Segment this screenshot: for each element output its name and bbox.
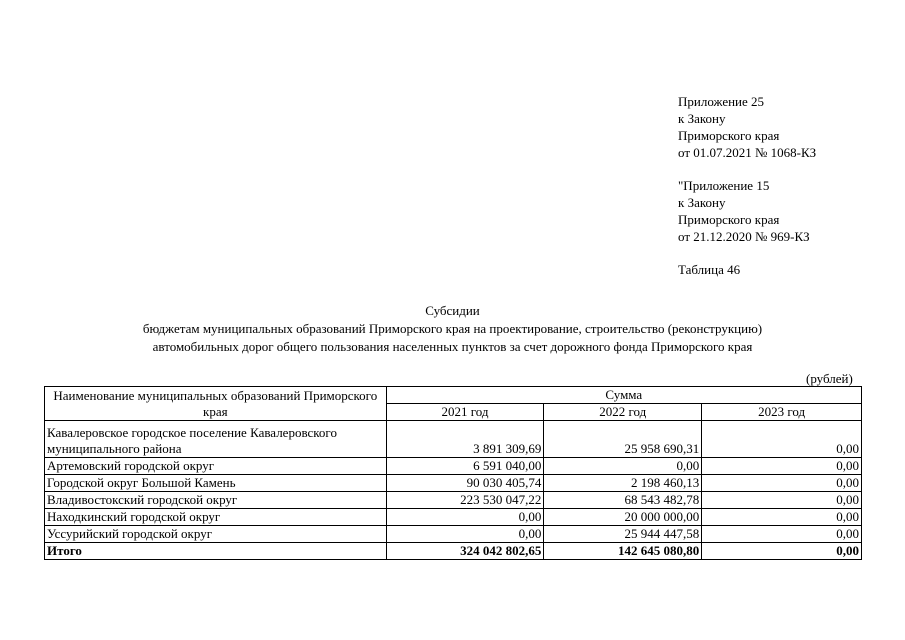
row-name: Владивостокский городской округ (45, 492, 387, 509)
total-value-2023: 0,00 (702, 543, 862, 560)
table-row (45, 475, 862, 492)
appendix-line: к Закону (678, 111, 726, 126)
header-year: 2022 год (544, 404, 702, 421)
table-number: Таблица 46 (678, 262, 741, 277)
table-total-row (45, 543, 862, 560)
row-value-2023: 0,00 (702, 458, 862, 475)
heading-line: автомобильных дорог общего пользования населенных пунктов за счет дорожного фонда Приморского края (152, 339, 753, 354)
appendix-reference (678, 93, 816, 278)
header-year: 2023 год (702, 404, 862, 421)
appendix-line: "Приложение 15 (678, 178, 770, 193)
header-year: 2021 год (386, 404, 544, 421)
unit-label: (рублей) (806, 371, 853, 386)
row-value-2022: 68 543 482,78 (544, 492, 702, 509)
appendix-line: Приморского края (678, 212, 780, 227)
row-value-2023: 0,00 (702, 492, 862, 509)
table-row (45, 421, 862, 458)
appendix-line: от 21.12.2020 № 969-КЗ (678, 229, 810, 244)
row-value-2022: 25 958 690,31 (544, 421, 702, 458)
row-value-2021: 0,00 (386, 509, 544, 526)
row-value-2021: 90 030 405,74 (386, 475, 544, 492)
row-value-2021: 223 530 047,22 (386, 492, 544, 509)
appendix-line: Приморского края (678, 128, 780, 143)
row-value-2023: 0,00 (702, 421, 862, 458)
row-value-2022: 20 000 000,00 (544, 509, 702, 526)
appendix-line: Приложение 25 (678, 94, 765, 109)
row-name: Находкинский городской округ (45, 509, 387, 526)
table-row (45, 492, 862, 509)
row-name: Кавалеровское городское поселение Кавалеровского муниципального района (45, 421, 387, 458)
total-label: Итого (45, 543, 387, 560)
row-name: Артемовский городской округ (45, 458, 387, 475)
appendix-line: от 01.07.2021 № 1068-КЗ (678, 145, 817, 160)
table-header-row (45, 387, 862, 404)
row-value-2021: 0,00 (386, 526, 544, 543)
row-value-2023: 0,00 (702, 526, 862, 543)
appendix-line: к Закону (678, 195, 726, 210)
appendix-block-current (678, 93, 816, 161)
table-row (45, 509, 862, 526)
appendix-block-original (678, 177, 816, 245)
row-value-2021: 3 891 309,69 (386, 421, 544, 458)
row-value-2022: 0,00 (544, 458, 702, 475)
total-value-2021: 324 042 802,65 (386, 543, 544, 560)
table-row (45, 458, 862, 475)
row-name: Городской округ Большой Камень (45, 475, 387, 492)
heading-line: бюджетам муниципальных образований Приморского края на проектирование, строительство (реконструкцию) (142, 321, 763, 336)
heading-title: Субсидии (425, 303, 480, 318)
table-row (45, 526, 862, 543)
row-value-2022: 25 944 447,58 (544, 526, 702, 543)
row-name: Уссурийский городской округ (45, 526, 387, 543)
header-sum: Сумма (386, 387, 861, 404)
subsidies-table (44, 386, 862, 560)
header-name: Наименование муниципальных образований Приморского края (45, 387, 387, 421)
row-value-2022: 2 198 460,13 (544, 475, 702, 492)
row-value-2023: 0,00 (702, 509, 862, 526)
document-heading (40, 302, 865, 356)
row-value-2021: 6 591 040,00 (386, 458, 544, 475)
row-value-2023: 0,00 (702, 475, 862, 492)
total-value-2022: 142 645 080,80 (544, 543, 702, 560)
